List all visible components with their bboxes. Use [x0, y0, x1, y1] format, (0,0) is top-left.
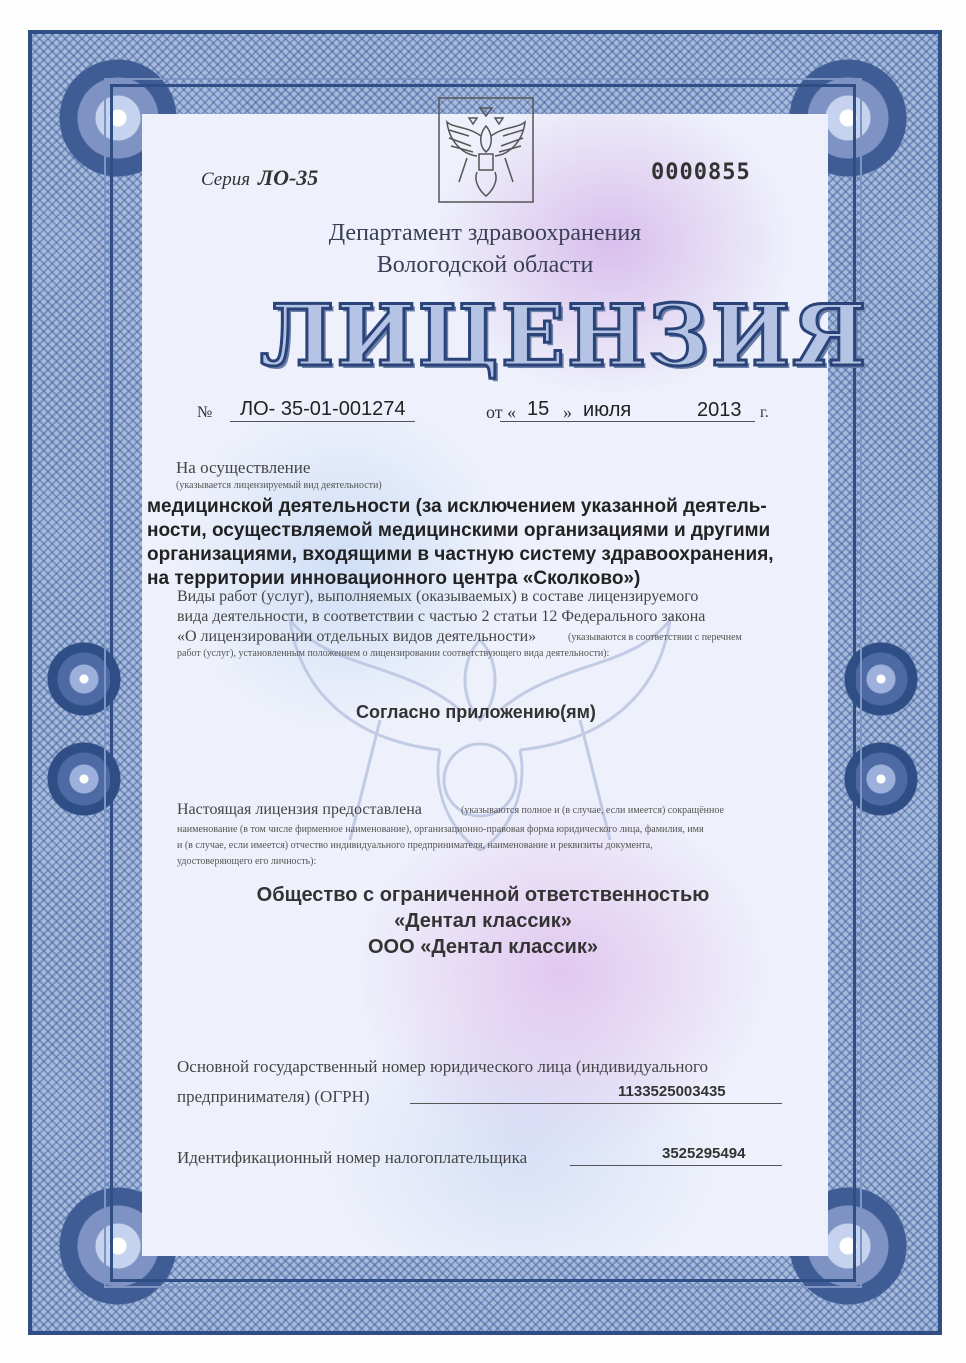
activity-line: медицинской деятельности (за исключением указанной деятель- [147, 496, 767, 517]
document-title: ЛИЦЕНЗИЯ [260, 286, 869, 385]
date-day-close: » [563, 402, 572, 422]
licensee-short-name: ООО «Дентал классик» [368, 936, 598, 958]
date-year: 2013 [697, 399, 742, 421]
works-note: работ (услуг), установленным положением о лицензировании соответствующего вида деятельности): [177, 648, 610, 659]
date-from-label: от « [486, 402, 517, 422]
activity-caption: (указывается лицензируемый вид деятельности) [176, 480, 382, 491]
licensee-label: Настоящая лицензия предоставлена [177, 801, 422, 818]
license-number: ЛО- 35-01-001274 [240, 398, 406, 420]
works-line: «О лицензировании отдельных видов деятельности» [177, 628, 537, 645]
inn-underline [570, 1165, 782, 1166]
works-note: (указываются в соответствии с перечнем [568, 632, 742, 643]
date-year-suffix: г. [760, 404, 769, 421]
date-day: 15 [527, 398, 550, 420]
date-underline [500, 421, 755, 422]
number-prefix: № [197, 404, 213, 421]
licensee-note: (указываются полное и (в случае, если имеется) сокращённое [461, 805, 724, 816]
ogrn-label: Основной государственный номер юридического лица (индивидуального [177, 1057, 709, 1076]
ogrn-label: предпринимателя) (ОГРН) [177, 1087, 370, 1106]
series-value: ЛО-35 [258, 165, 319, 190]
licensee-note: удостоверяющего его личность): [177, 856, 317, 867]
ogrn-value: 1133525003435 [618, 1083, 726, 1100]
department-name: Департамент здравоохранения [328, 220, 642, 246]
works-value: Согласно приложению(ям) [356, 702, 596, 722]
ogrn-underline [410, 1103, 782, 1104]
works-line: Виды работ (услуг), выполняемых (оказываемых) в составе лицензируемого [177, 588, 699, 605]
inn-value: 3525295494 [662, 1145, 746, 1162]
coat-of-arms-icon [437, 96, 535, 204]
department-region: Вологодской области [376, 252, 594, 278]
date-month: июля [583, 399, 632, 421]
activity-line: на территории инновационного центра «Сколково») [147, 568, 641, 589]
number-underline [230, 421, 415, 422]
activity-line: организациями, входящими в частную систему здравоохранения, [147, 544, 774, 565]
works-line: вида деятельности, в соответствии с частью 2 статьи 12 Федерального закона [177, 608, 706, 625]
licensee-note: наименование (в том числе фирменное наименование), организационно-правовая форма юридического лица, фамилия, имя [177, 824, 704, 835]
inn-label: Идентификационный номер налогоплательщика [177, 1148, 528, 1167]
series-label: Серия [201, 169, 251, 190]
licensee-note: и (в случае, если имеется) отчество индивидуального предпринимателя, наименование и реквизиты документа, [177, 840, 653, 851]
serial-number: 0000855 [651, 160, 751, 185]
licensee-name: Общество с ограниченной ответственностью [256, 884, 710, 906]
activity-label: На осуществление [176, 458, 311, 477]
activity-line: ности, осуществляемой медицинскими организациями и другими [147, 520, 771, 541]
licensee-name: «Дентал классик» [394, 910, 572, 932]
